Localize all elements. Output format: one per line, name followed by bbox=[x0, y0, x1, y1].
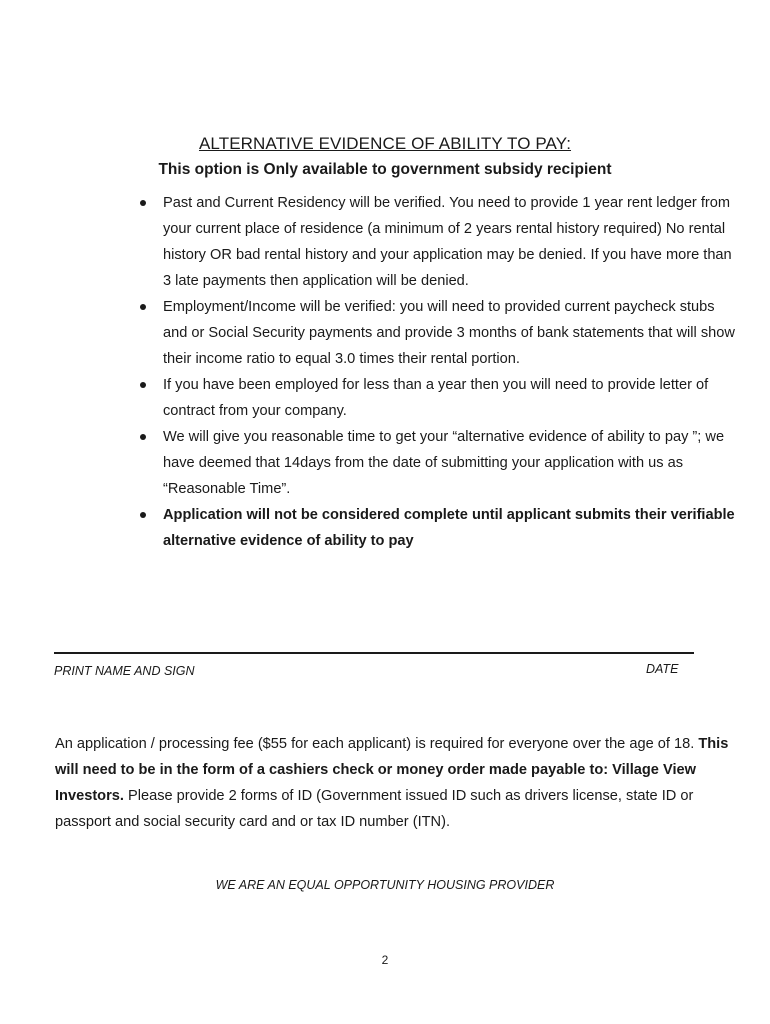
list-item bbox=[140, 294, 740, 372]
application-fee-paragraph bbox=[55, 731, 745, 835]
fee-text: An application / processing fee ($55 for each applicant) is required for everyone over the age of 18. bbox=[55, 736, 699, 752]
list-item bbox=[140, 190, 740, 294]
payment-instructions: This will need to be in the form of a cashiers check or money order made payable to: Village View Investors. bbox=[55, 736, 729, 804]
list-item-text: If you have been employed for less than a year then you will need to provide letter of contract from your company. bbox=[163, 377, 709, 419]
section-heading: ALTERNATIVE EVIDENCE OF ABILITY TO PAY: bbox=[198, 134, 572, 153]
signature-line[interactable] bbox=[54, 652, 694, 654]
date-label: DATE bbox=[646, 662, 679, 676]
print-name-and-sign-label: PRINT NAME AND SIGN bbox=[54, 664, 195, 678]
list-item-text: We will give you reasonable time to get your “alternative evidence of ability to pay ”; we have deemed that 14days from the date of submitting your application with us as “Reasonable Time”. bbox=[163, 429, 725, 497]
list-item bbox=[140, 372, 740, 424]
list-item-text: Employment/Income will be verified: you will need to provided current paycheck stubs and or Social Security payments and provide 3 months of bank statements that will show their income ratio to equal 3.0 times their rental portion. bbox=[163, 299, 735, 367]
bullet-icon bbox=[140, 382, 146, 388]
section-subheading: This option is Only available to government subsidy recipient bbox=[158, 161, 612, 178]
bullet-icon bbox=[140, 200, 146, 206]
bullet-icon bbox=[140, 304, 146, 310]
list-item-text: Application will not be considered complete until applicant submits their verifiable alternative evidence of ability to pay bbox=[163, 507, 735, 549]
equal-opportunity-statement: WE ARE AN EQUAL OPPORTUNITY HOUSING PROVIDER bbox=[215, 878, 555, 892]
list-item bbox=[140, 502, 740, 554]
bullet-icon bbox=[140, 434, 146, 440]
list-item bbox=[140, 424, 740, 502]
page-number: 2 bbox=[381, 953, 389, 967]
requirements-list bbox=[140, 190, 740, 554]
id-requirements-text: Please provide 2 forms of ID (Government issued ID such as drivers license, state ID or passport and social security card and or tax ID number (ITN). bbox=[55, 788, 694, 830]
bullet-icon bbox=[140, 512, 146, 518]
list-item-text: Past and Current Residency will be verified. You need to provide 1 year rent ledger from your current place of residence (a minimum of 2 years rental history required) No rental history OR bad rental history and your application may be denied. If you have more than 3 late payments then application will be denied. bbox=[163, 195, 732, 289]
